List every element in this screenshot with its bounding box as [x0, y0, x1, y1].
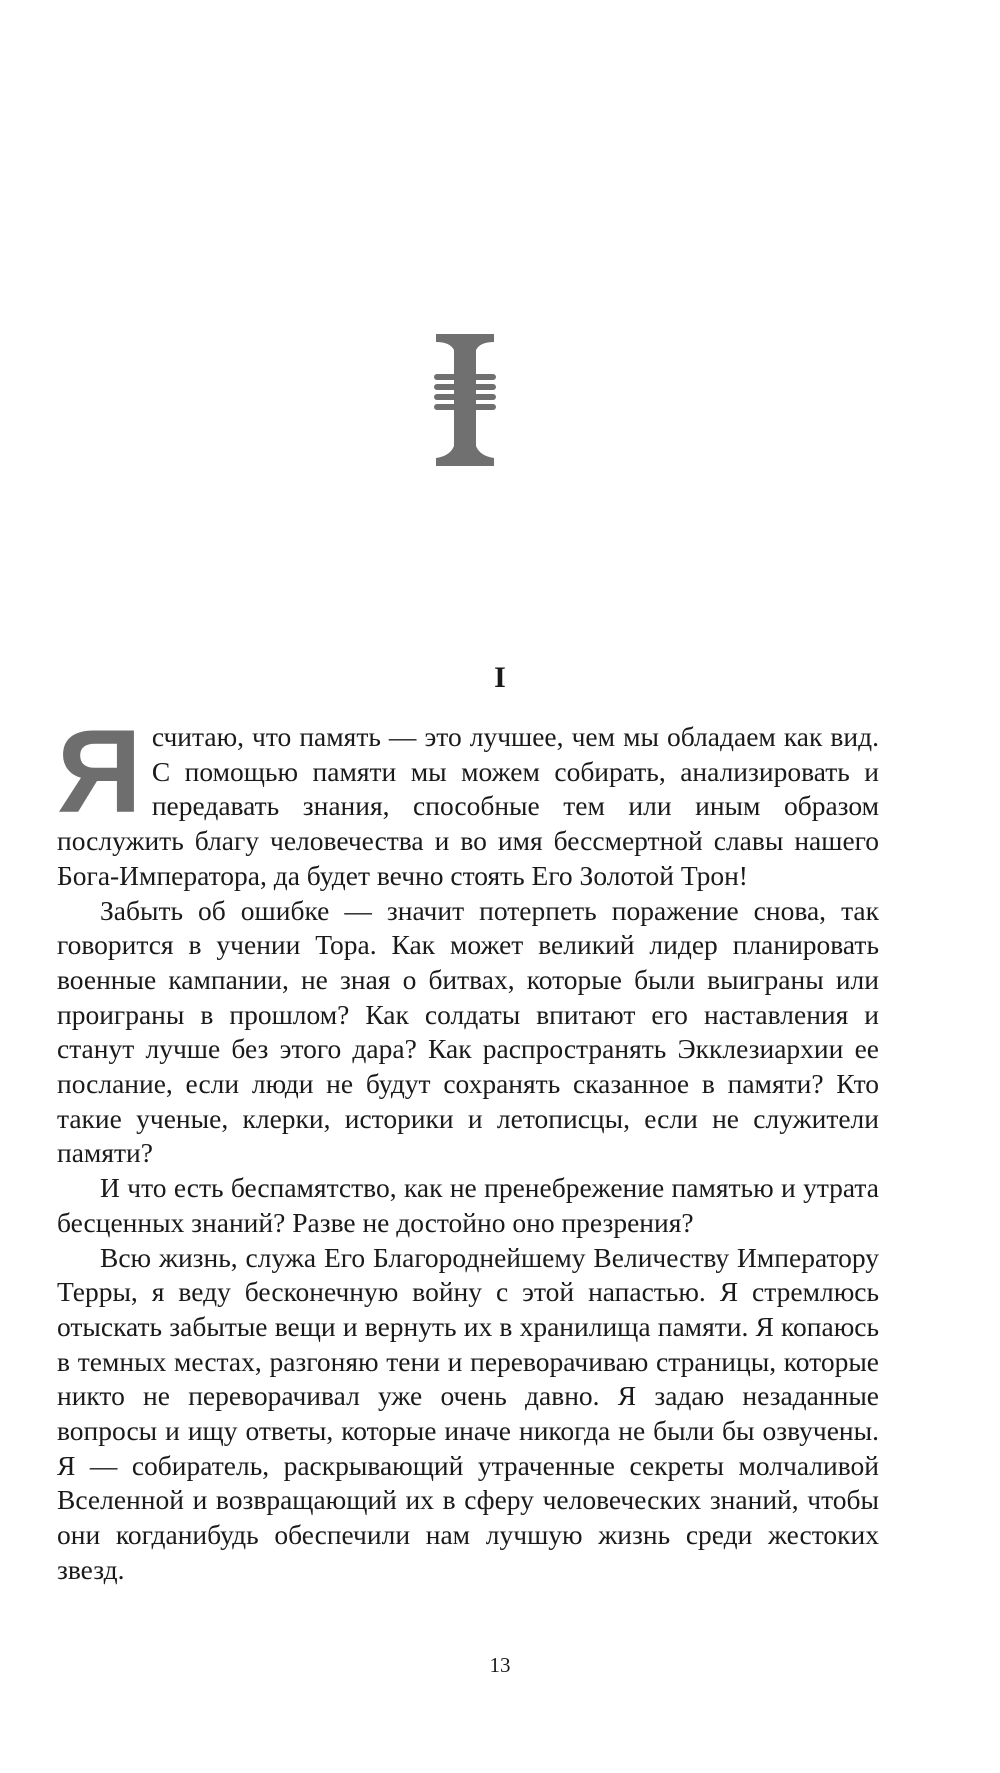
- emblem-graphic: [430, 330, 500, 470]
- paragraph-text: считаю, что память — это лучшее, чем мы обладаем как вид. С помощью памяти мы можем собирать, анализировать и передавать знания, способные тем или иным образом послужить благу человечества и во имя бессмертной славы нашего Бога-Императора, да будет вечно стоять Его Золотой Трон!: [57, 721, 879, 891]
- paragraph: Всю жизнь, служа Его Благороднейшему Величеству Императору Терры, я веду бесконечную войну с этой напастью. Я стремлюсь отыскать забытые вещи и вернуть их в хранилища памяти. Я копаюсь в темных местах, разгоняю тени и переворачиваю страницы, которые никто не переворачивал уже очень давно. Я задаю незаданные вопросы и ищу ответы, которые иначе никогда не были бы озвучены. Я — собиратель, раскрывающий утраченные секреты молчаливой Вселенной и возвращающий их в сферу человеческих знаний, чтобы они когданибудь обеспечили нам лучшую жизнь среди жестоких звезд.: [57, 1241, 879, 1585]
- imperial-pillar-emblem-icon: [430, 330, 500, 470]
- chapter-text: [57, 706, 879, 1588]
- section-number: I: [494, 661, 506, 694]
- paragraph: Забыть об ошибке — значит потерпеть поражение снова, так говорится в учении Тора. Как может великий лидер планировать военные кампании, не зная о битвах, которые были выиграны или проиграны в прошлом? Как солдаты впитают его наставления и станут лучше без этого дара? Как распространять Экклезиархии ее послание, если люди не будут сохранять сказанное в памяти? Кто такие ученые, клерки, историки и летописцы, если не служители памяти?: [57, 894, 879, 1169]
- paragraph: [57, 706, 879, 894]
- paragraph: И что есть беспамятство, как не пренебрежение памятью и утрата бесценных знаний? Разве не достойно оно презрения?: [57, 1172, 879, 1238]
- page-number: 13: [489, 1653, 511, 1677]
- drop-cap: Я: [57, 706, 140, 838]
